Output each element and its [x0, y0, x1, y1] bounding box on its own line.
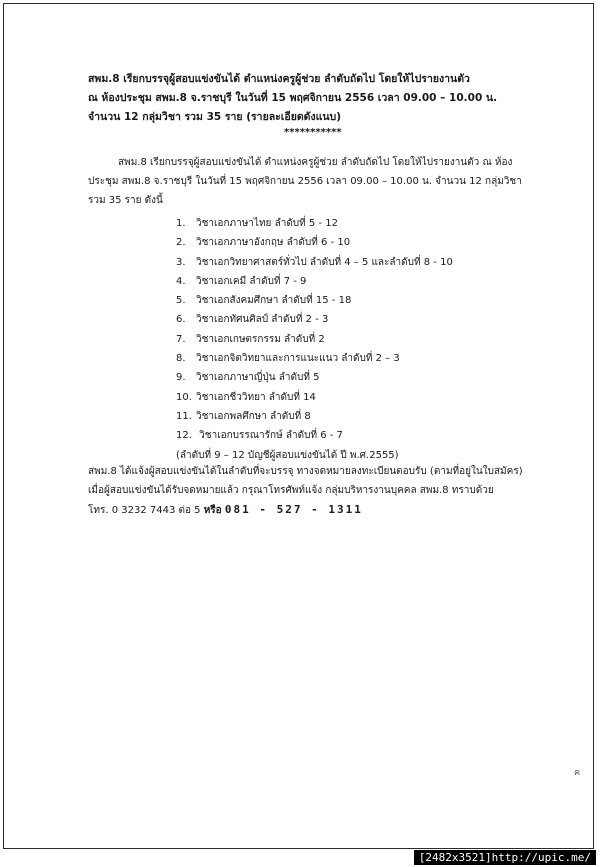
- item-number: 5.: [176, 295, 186, 307]
- contact-phone-line: [88, 500, 548, 520]
- list-note: (ลำดับที่ 9 – 12 บัญชีผู้สอบแข่งขันได้ ปี พ.ศ.2555): [176, 449, 399, 461]
- item-text: วิชาเอกเกษตรกรรม ลำดับที่ 2: [196, 333, 325, 345]
- item-number: 11.: [176, 410, 192, 422]
- announcement-header: [88, 70, 548, 127]
- handwritten-phone-number: 081 - 527 - 1311: [224, 503, 363, 516]
- header-line-3: จำนวน 12 กลุ่มวิชา รวม 35 ราย (รายละเอียดดังแนบ): [88, 111, 342, 123]
- header-separator: ***********: [284, 127, 342, 138]
- item-text: วิชาเอกบรรณารักษ์ ลำดับที่ 6 - 7: [196, 430, 343, 442]
- contact-section: [88, 462, 548, 520]
- list-item: [176, 368, 506, 387]
- item-text: วิชาเอกภาษาอังกฤษ ลำดับที่ 6 - 10: [196, 237, 351, 249]
- list-item: [176, 407, 506, 426]
- list-item: [176, 388, 506, 407]
- handwritten-or: หรือ: [203, 505, 222, 516]
- list-item: [176, 310, 506, 329]
- list-item: [176, 330, 506, 349]
- list-item: [176, 272, 506, 291]
- list-item: [176, 233, 506, 252]
- item-number: 6.: [176, 314, 186, 326]
- item-text: วิชาเอกชีววิทยา ลำดับที่ 14: [196, 391, 316, 403]
- contact-line-1: สพม.8 ได้แจ้งผู้สอบแข่งขันได้ในลำดับที่จะบรรจุ ทางจดหมายลงทะเบียนตอบรับ (ตามที่อยู่ในใบสมัคร): [88, 466, 523, 477]
- item-number: 12.: [176, 430, 192, 442]
- list-item: [176, 253, 506, 272]
- subject-list: [176, 214, 506, 465]
- item-text: วิชาเอกทัศนศิลป์ ลำดับที่ 2 - 3: [196, 314, 329, 326]
- list-item: [176, 426, 506, 445]
- paragraph-line-1: สพม.8 เรียกบรรจุผู้สอบแข่งขันได้ ตำแหน่งครูผู้ช่วย ลำดับถัดไป โดยให้ไปรายงานตัว ณ ห้อง: [118, 157, 513, 168]
- header-line-2: ณ ห้องประชุม สพม.8 จ.ราชบุรี ในวันที่ 15 พฤศจิกายน 2556 เวลา 09.00 – 10.00 น.: [88, 92, 498, 104]
- list-item: [176, 214, 506, 233]
- item-text: วิชาเอกวิทยาศาสตร์ทั่วไป ลำดับที่ 4 – 5 และลำดับที่ 8 - 10: [196, 256, 453, 268]
- phone-prefix: โทร. 0 3232 7443 ต่อ 5: [88, 505, 201, 516]
- item-number: 1.: [176, 218, 186, 229]
- item-number: 4.: [176, 275, 186, 287]
- body-paragraph: [88, 153, 540, 210]
- list-item: [176, 291, 506, 310]
- item-text: วิชาเอกสังคมศึกษา ลำดับที่ 15 - 18: [196, 295, 352, 307]
- list-item: [176, 349, 506, 368]
- item-number: 8.: [176, 353, 186, 365]
- item-number: 7.: [176, 333, 186, 345]
- item-text: วิชาเอกภาษาญี่ปุ่น ลำดับที่ 5: [196, 372, 320, 384]
- header-line-1: สพม.8 เรียกบรรจุผู้สอบแข่งขันได้ ตำแหน่งครูผู้ช่วย ลำดับถัดไป โดยให้ไปรายงานตัว: [88, 73, 470, 85]
- item-text: วิชาเอกภาษาไทย ลำดับที่ 5 - 12: [196, 218, 338, 229]
- item-text: วิชาเอกจิตวิทยาและการแนะแนว ลำดับที่ 2 – 3: [196, 353, 400, 365]
- item-text: วิชาเอกเคมี ลำดับที่ 7 - 9: [196, 275, 307, 287]
- item-text: วิชาเอกพลศึกษา ลำดับที่ 8: [196, 410, 311, 422]
- image-host-footer: [2482x3521]http://upic.me/: [414, 850, 596, 865]
- paragraph-line-3: รวม 35 ราย ดังนี้: [88, 195, 163, 206]
- paragraph-line-2: ประชุม สพม.8 จ.ราชบุรี ในวันที่ 15 พฤศจิกายน 2556 เวลา 09.00 – 10.00 น. จำนวน 12 กลุ่มวิชา: [88, 176, 522, 187]
- item-number: 2.: [176, 237, 186, 249]
- contact-line-2: เมื่อผู้สอบแข่งขันได้รับจดหมายแล้ว กรุณาโทรศัพท์แจ้ง กลุ่มบริหารงานบุคคล สพม.8 ทราบด้วย: [88, 485, 494, 496]
- item-number: 9.: [176, 372, 186, 384]
- item-number: 3.: [176, 256, 186, 268]
- item-number: 10.: [176, 391, 192, 403]
- margin-mark: ค: [574, 768, 581, 778]
